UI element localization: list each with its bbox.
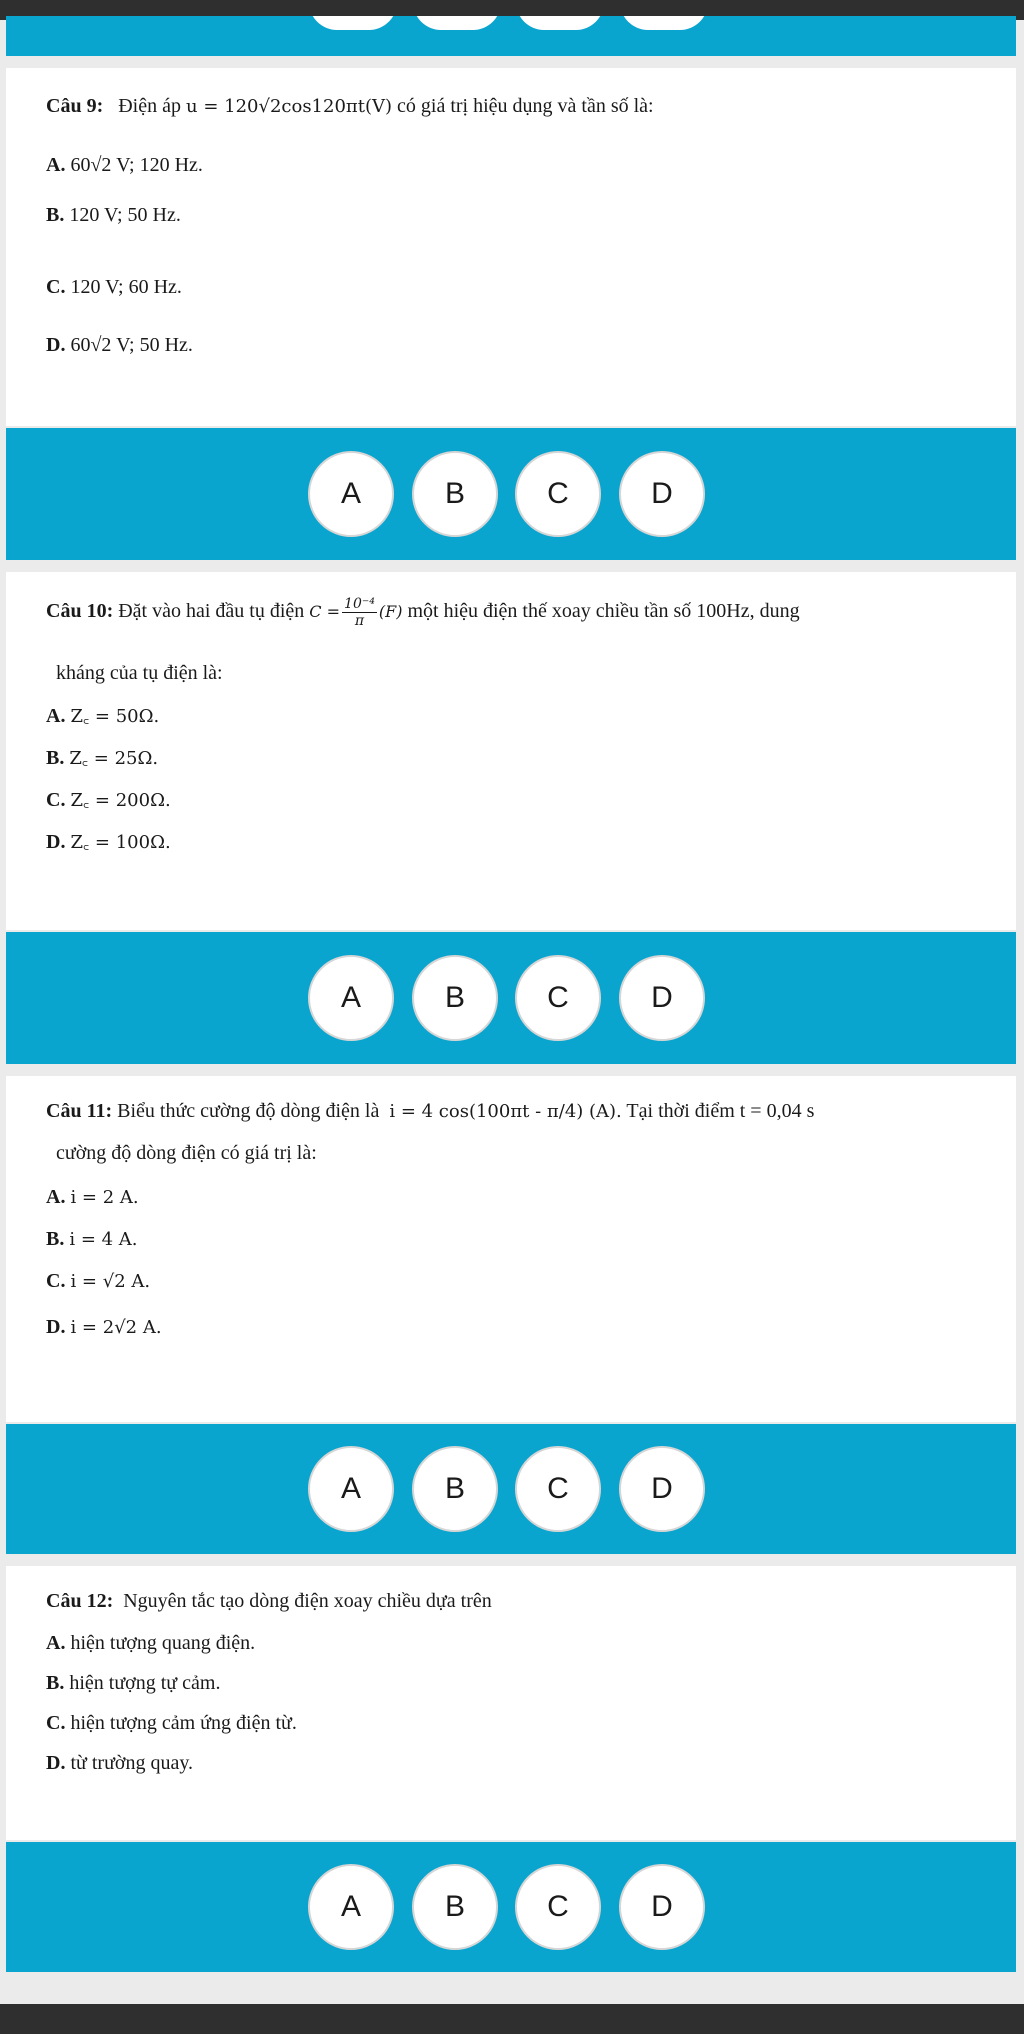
option-text: từ trường quay.	[70, 1752, 194, 1774]
option-d	[46, 1316, 162, 1339]
answer-choice-a[interactable]: A	[308, 451, 394, 537]
question-label: Câu 12:	[46, 1590, 114, 1612]
capacitance-symbol: C =	[309, 602, 341, 622]
option-letter: D.	[46, 831, 66, 853]
option-b	[46, 204, 181, 227]
answer-choice-c[interactable]: C	[515, 1446, 601, 1532]
option-c	[46, 788, 171, 812]
option-c	[46, 1270, 150, 1293]
question-card-11	[6, 1076, 1016, 1422]
answer-choice-b-partial[interactable]	[413, 16, 501, 30]
answer-choice-b[interactable]: B	[412, 955, 498, 1041]
option-letter: D.	[46, 334, 66, 356]
option-text: Z꜀ = 25Ω.	[69, 748, 159, 769]
option-letter: C.	[46, 1270, 66, 1292]
answer-choice-c-partial[interactable]	[516, 16, 604, 30]
option-text: hiện tượng tự cảm.	[69, 1672, 221, 1694]
answer-choice-c[interactable]: C	[515, 451, 601, 537]
option-letter: D.	[46, 1316, 66, 1338]
option-d	[46, 334, 193, 357]
option-text: 60√2 V; 50 Hz.	[70, 334, 193, 356]
option-text: i = 2 A.	[70, 1187, 139, 1208]
question-stem-continued: cường độ dòng điện có giá trị là:	[56, 1142, 317, 1164]
answer-choice-d[interactable]: D	[619, 955, 705, 1041]
option-letter: B.	[46, 1672, 65, 1694]
option-c	[46, 1712, 297, 1735]
answer-bar-q11	[6, 1424, 1016, 1554]
option-letter: B.	[46, 1228, 65, 1250]
option-letter: C.	[46, 276, 66, 298]
option-text: 60√2 V; 120 Hz.	[70, 154, 203, 176]
capacitance-unit: (F)	[378, 602, 403, 622]
question-card-12	[6, 1566, 1016, 1840]
option-letter: D.	[46, 1752, 66, 1774]
question-stem-before: Biểu thức cường độ dòng điện là	[117, 1100, 380, 1122]
question-stem-after: Nguyên tắc tạo dòng điện xoay chiều dựa trên	[123, 1590, 492, 1612]
question-card-9	[6, 68, 1016, 426]
option-letter: A.	[46, 705, 66, 727]
option-text: Z꜀ = 100Ω.	[70, 832, 171, 853]
option-text: 120 V; 50 Hz.	[69, 204, 181, 226]
option-letter: A.	[46, 1186, 66, 1208]
option-letter: B.	[46, 204, 65, 226]
question-formula: i = 4 cos(100πt - π/4) (A).	[389, 1101, 622, 1122]
option-b	[46, 1672, 220, 1695]
question-formula: u = 120√2cos120πt(V)	[186, 96, 393, 117]
option-c	[46, 276, 182, 299]
capacitance-fraction	[342, 596, 377, 629]
option-a	[46, 704, 159, 728]
option-text: hiện tượng cảm ứng điện từ.	[70, 1712, 297, 1734]
answer-choice-c[interactable]: C	[515, 955, 601, 1041]
option-text: Z꜀ = 50Ω.	[70, 706, 160, 727]
fraction-denominator: π	[354, 613, 365, 629]
option-letter: B.	[46, 747, 65, 769]
answer-choice-d-partial[interactable]	[620, 16, 708, 30]
answer-choice-a[interactable]: A	[308, 1864, 394, 1950]
option-text: i = 4 A.	[69, 1229, 138, 1250]
answer-bar-q10	[6, 932, 1016, 1064]
option-text: Z꜀ = 200Ω.	[70, 790, 171, 811]
answer-choice-b[interactable]: B	[412, 1446, 498, 1532]
option-a	[46, 1186, 139, 1209]
option-letter: A.	[46, 1632, 66, 1654]
option-d	[46, 1752, 193, 1775]
question-stem	[46, 596, 800, 629]
answer-choice-d[interactable]: D	[619, 1446, 705, 1532]
question-stem-before: Điện áp	[118, 95, 181, 117]
option-text: 120 V; 60 Hz.	[70, 276, 182, 298]
answer-choice-c[interactable]: C	[515, 1864, 601, 1950]
question-stem-after: có giá trị hiệu dụng và tần số là:	[397, 95, 654, 117]
question-label: Câu 9:	[46, 95, 104, 117]
question-stem-after: một hiệu điện thế xoay chiều tần số 100Hz, dung	[407, 600, 800, 623]
option-a	[46, 154, 203, 177]
question-stem-before: Đặt vào hai đầu tụ điện	[118, 600, 305, 623]
answer-choice-d[interactable]: D	[619, 1864, 705, 1950]
option-text: i = √2 A.	[70, 1271, 151, 1292]
option-letter: A.	[46, 154, 66, 176]
question-stem-after: Tại thời điểm t = 0,04 s	[626, 1100, 815, 1122]
option-b	[46, 1228, 138, 1251]
question-stem	[46, 95, 654, 118]
question-stem	[46, 1590, 492, 1613]
answer-bar-previous	[6, 16, 1016, 56]
option-text: hiện tượng quang điện.	[70, 1632, 256, 1654]
question-card-10	[6, 572, 1016, 930]
question-label: Câu 10:	[46, 600, 114, 623]
bottom-navigation-bar	[0, 2004, 1024, 2034]
option-text: i = 2√2 A.	[70, 1317, 162, 1338]
option-letter: C.	[46, 789, 66, 811]
question-stem	[46, 1100, 814, 1123]
question-stem-continued: kháng của tụ điện là:	[56, 662, 223, 684]
answer-choice-b[interactable]: B	[412, 451, 498, 537]
answer-bar-q9	[6, 428, 1016, 560]
answer-choice-a[interactable]: A	[308, 1446, 394, 1532]
question-label: Câu 11:	[46, 1100, 113, 1122]
option-a	[46, 1632, 255, 1655]
option-d	[46, 830, 171, 854]
answer-choice-d[interactable]: D	[619, 451, 705, 537]
option-letter: C.	[46, 1712, 66, 1734]
answer-choice-b[interactable]: B	[412, 1864, 498, 1950]
answer-choice-a[interactable]: A	[308, 955, 394, 1041]
fraction-numerator: 10⁻⁴	[344, 596, 375, 612]
answer-bar-q12	[6, 1842, 1016, 1972]
answer-choice-a-partial[interactable]	[309, 16, 397, 30]
option-b	[46, 746, 158, 770]
